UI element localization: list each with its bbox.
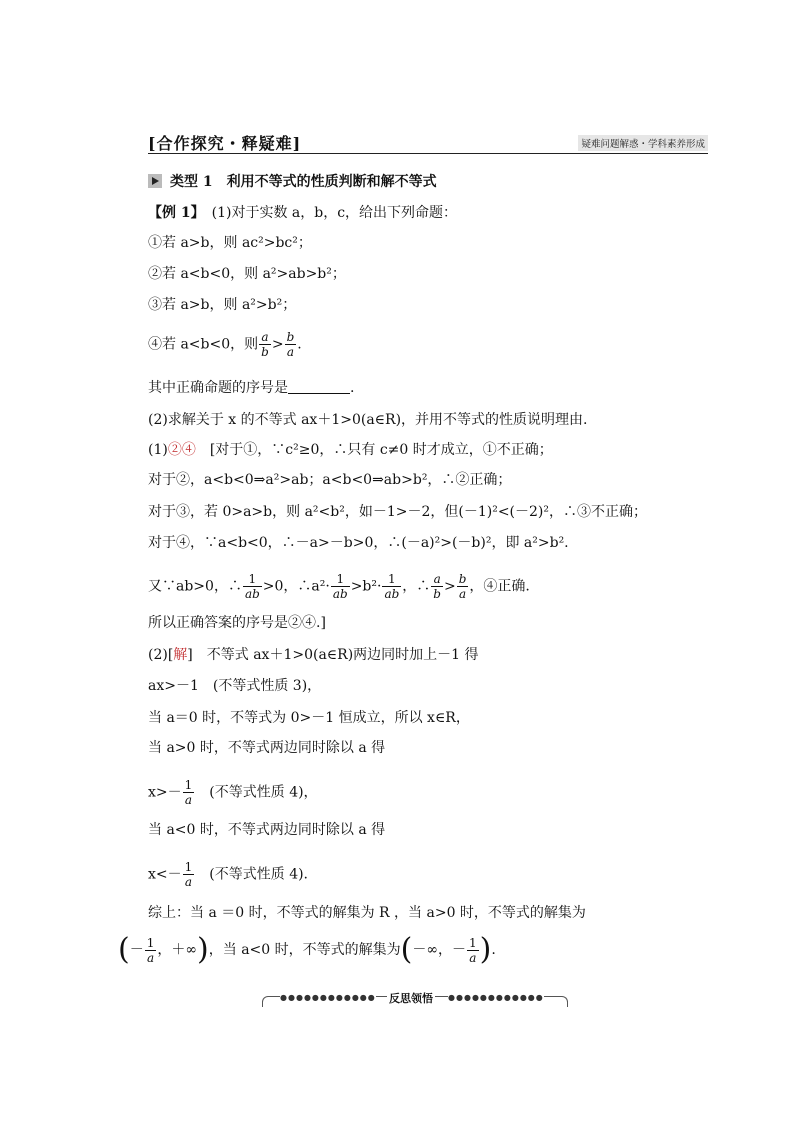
proposition-4-text: ④若 a<b<0，则: [148, 336, 259, 353]
solution2-step-6: x<－ $\frac{1}{a}$ (不等式性质 4).: [148, 860, 309, 889]
answer-highlight: ②④: [167, 442, 196, 458]
fraction-b-over-a: $\frac{b}{a}$: [286, 330, 295, 359]
solution1-line-2: 对于②，a<b<0⇒a²>ab；a<b<0⇒ab>b²，∴②正确；: [148, 472, 512, 488]
solution2-summary: 综上：当 a ＝0 时，不等式的解集为 R ，当 a>0 时，不等式的解集为: [148, 905, 586, 921]
section-label: 类型 1 利用不等式的性质判断和解不等式: [170, 174, 437, 190]
example-intro: (1)对于实数 a，b，c，给出下列命题：: [211, 205, 458, 221]
solution2-step-5: 当 a<0 时，不等式两边同时除以 a 得: [148, 822, 386, 838]
header-title: [合作探究・释疑难]: [148, 134, 302, 153]
solution2-solution-sets: (－ $\frac{1}{a}$ ，＋∞)，当 a<0 时，不等式的解集为(－∞，－ $\frac{1}{a}$ ).: [118, 932, 496, 967]
solution1-line-3: 对于③，若 0>a>b，则 a²<b²，如－1>－2，但(－1)²<(－2)²，∴③不正确；: [148, 504, 648, 520]
play-triangle-icon: [148, 174, 162, 188]
example-intro-line: [148, 203, 457, 223]
section-header: [148, 131, 708, 155]
answer-blank-line: 其中正确命题的序号是 .: [148, 380, 355, 396]
fraction-a-over-b: $\frac{a}{b}$: [261, 330, 269, 359]
fraction-1-over-ab: $\frac{1}{ab}$: [244, 572, 260, 601]
solution1-conclusion: 所以正确答案的序号是②④.]: [148, 615, 326, 631]
footer-dots-right: ●●●●●●●●●●●●: [448, 993, 544, 1002]
proposition-4: ④若 a<b<0，则 $\frac{a}{b}$ > $\frac{b}{a}$ .: [148, 330, 302, 359]
fraction-1-over-a: $\frac{1}{a}$: [184, 860, 193, 889]
answer-blank-label: 其中正确命题的序号是: [148, 380, 288, 396]
section-heading: [148, 172, 437, 192]
solution2-step-1: ax>－1 (不等式性质 3)，: [148, 678, 322, 694]
proposition-2: ②若 a<b<0，则 a²>ab>b²；: [148, 266, 346, 282]
example-label: 【例 1】: [148, 205, 198, 221]
fraction-1-over-a: $\frac{1}{a}$: [469, 935, 477, 965]
fraction-1-over-a: $\frac{1}{a}$: [146, 935, 155, 965]
proposition-3: ③若 a>b，则 a²>b²；: [148, 297, 297, 313]
fraction-b-over-a: $\frac{b}{a}$: [458, 572, 467, 601]
solution2-step-3: 当 a>0 时，不等式两边同时除以 a 得: [148, 740, 386, 756]
header-divider: [148, 153, 708, 154]
solution1-line-5: 又∵ab>0，∴ $\frac{1}{ab}$ >0，∴a²· $\frac{1}{ab}$ >b²· $\frac{1}{ab}$ ，∴ $\frac{a}{b}$ > $\frac{b}{a}$ ，④正确.: [148, 572, 530, 601]
solution2-step-4: x>－ $\frac{1}{a}$ (不等式性质 4)，: [148, 778, 318, 807]
reflection-footer: [262, 992, 566, 1010]
solution1-line-4: 对于④，∵a<b<0，∴－a>－b>0，∴(－a)²>(－b)²，即 a²>b².: [148, 535, 569, 551]
question-2: (2)求解关于 x 的不等式 ax＋1>0(a∈R)，并用不等式的性质说明理由.: [148, 412, 588, 428]
solution-tag: 解: [173, 647, 188, 663]
footer-dots-left: ●●●●●●●●●●●●: [280, 993, 376, 1002]
footer-label: 反思领悟: [389, 992, 433, 1005]
solution1-line-1: (1)②④ [对于①，∵c²≥0，∴只有 c≠0 时才成立，①不正确；: [148, 442, 553, 458]
fraction-1-over-ab: $\frac{1}{ab}$: [384, 572, 400, 601]
proposition-1: ①若 a>b，则 ac²>bc²；: [148, 235, 312, 251]
solution2-line-1: (2)[解] 不等式 ax＋1>0(a∈R)两边同时加上－1 得: [148, 647, 479, 663]
fraction-1-over-a: $\frac{1}{a}$: [184, 778, 193, 807]
fraction-a-over-b: $\frac{a}{b}$: [433, 572, 441, 601]
fraction-1-over-ab: $\frac{1}{ab}$: [332, 572, 348, 601]
solution2-step-2: 当 a＝0 时，不等式为 0>－1 恒成立，所以 x∈R，: [148, 710, 470, 726]
answer-blank: [288, 379, 350, 394]
header-tag: 疑难问题解惑・学科素养形成: [578, 135, 708, 151]
